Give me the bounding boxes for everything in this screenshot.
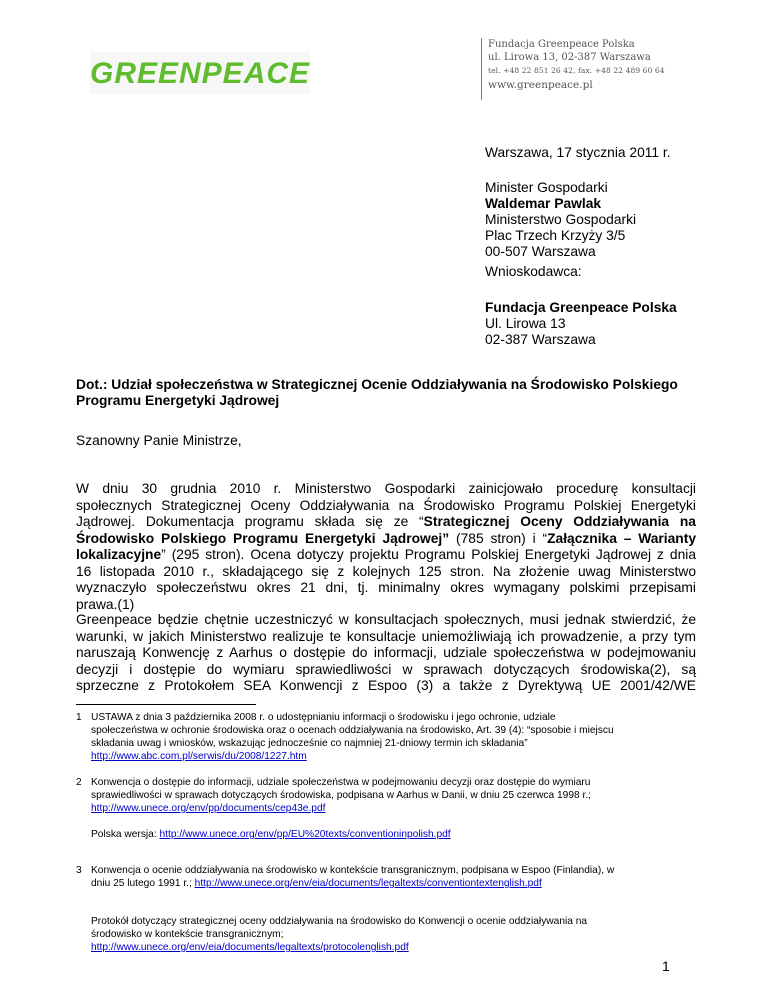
paragraph-line: warunki, w jakich Ministerstwo realizuje te konsultacje uniemożliwiają ich prowadzenie, a przy tym (76, 628, 696, 644)
body-paragraph-1 (76, 481, 696, 613)
paragraph-line: Greenpeace będzie chętnie uczestniczyć w konsultacjach społecznych, musi jednak stwierdzić, że (76, 612, 696, 627)
paragraph-line: lokalizacyjne” (295 stron). Ocena dotyczy projektu Programu Polskiej Energetyki Jądrowej z dnia (76, 547, 696, 562)
paragraph-line: sprzeczne z Protokołem SEA Konwencji z Espoo (3) a także z Dyrektywą UE 2001/42/WE (76, 678, 696, 693)
addressee-city: 00-507 Warszawa (485, 244, 596, 259)
subject-line: Programu Energetyki Jądrowej (76, 393, 280, 408)
body-paragraph-2 (76, 612, 696, 695)
org-phones: tel. +48 22 851 26 42, fax. +48 22 489 60 64 (488, 66, 665, 75)
applicant-label: Wnioskodawca: (485, 264, 582, 279)
footnote-3 (76, 864, 716, 890)
salutation: Szanowny Panie Ministrze, (76, 433, 242, 448)
paragraph-line: Środowisko Polskiego Programu Energetyki Jądrowej” (785 stron) i “Załącznika – Warianty (76, 530, 696, 546)
paragraph-line: prawa.(1) (76, 596, 135, 612)
letterhead-contact (481, 38, 665, 100)
footnote-line: środowisko w kontekście transgranicznym; (91, 929, 284, 940)
org-address: ul. Lirowa 13, 02-387 Warszawa (488, 52, 651, 63)
paragraph-line: 16 listopada 2010 r., składającego się z kolejnych 125 stron. Na złożenie uwag Ministerstwo (76, 563, 696, 579)
addressee-title: Minister Gospodarki (485, 180, 608, 195)
footnote-link[interactable]: http://www.abc.com.pl/serwis/du/2008/1227.htm (91, 751, 307, 762)
footnote-number: 3 (76, 865, 82, 876)
page-number: 1 (662, 958, 670, 974)
footnote-number: 1 (76, 712, 82, 723)
footnote-2-polish (76, 828, 716, 841)
letter-date: Warszawa, 17 stycznia 2011 r. (485, 145, 671, 160)
footnote-line: Konwencja o dostępie do informacji, udziale społeczeństwa w podejmowaniu decyzji oraz dostępie do wymiaru (91, 777, 591, 788)
addressee-block (485, 180, 636, 260)
footnote-3-protocol (76, 915, 716, 954)
footnote-line: społeczeństwa w ochronie środowiska oraz o ocenach oddziaływania na środowisko, Art. 39 (4): “sposobie i miejscu (91, 725, 614, 736)
greenpeace-logo (90, 52, 310, 94)
paragraph-line: wyznaczyło społeczeństwu okres 21 dni, tj. minimalny okres wymagany polskimi przepisami (76, 580, 696, 595)
addressee-street: Plac Trzech Krzyży 3/5 (485, 228, 626, 243)
footnote-link[interactable]: http://www.unece.org/env/eia/documents/legaltexts/conventiontextenglish.pdf (194, 878, 542, 889)
paragraph-line: społecznych Strategicznej Oceny Oddziaływania na Środowisko Programu Polskiej Energetyki (76, 497, 696, 513)
footnote-label: Polska wersja: (91, 829, 160, 840)
letter-subject (76, 377, 696, 409)
footnote-2 (76, 776, 716, 815)
logo-wordmark: GREENPEACE (90, 57, 310, 90)
footnote-1 (76, 711, 716, 763)
footnote-link[interactable]: http://www.unece.org/env/pp/documents/cep43e.pdf (91, 803, 326, 814)
footnote-line: USTAWA z dnia 3 października 2008 r. o udostępnianiu informacji o środowisku i jego ochronie, udziale (91, 712, 556, 723)
addressee-ministry: Ministerstwo Gospodarki (485, 212, 637, 227)
paragraph-line: naruszają Konwencję z Aarhus o dostępie do informacji, udziale społeczeństwa w podejmowaniu (76, 645, 696, 660)
addressee-name: Waldemar Pawlak (485, 196, 602, 211)
paragraph-line: decyzji i dostępie do wymiaru sprawiedliwości w sprawach dotyczących środowiska(2), są (76, 661, 696, 677)
footnote-line: Protokół dotyczący strategicznej oceny oddziaływania na środowisko do Konwencji o ocenie oddziaływania na (91, 916, 588, 927)
footnote-link[interactable]: http://www.unece.org/env/eia/documents/legaltexts/protocolenglish.pdf (91, 942, 409, 953)
footnote-line: sprawiedliwości w sprawach dotyczących środowiska, podpisana w Aarhus w Danii, w dniu 25 czerwca 1998 r.; (91, 790, 591, 801)
applicant-name: Fundacja Greenpeace Polska (485, 300, 677, 315)
applicant-block (485, 300, 677, 348)
footnote-number: 2 (76, 777, 82, 788)
applicant-street: Ul. Lirowa 13 (485, 316, 566, 331)
org-website: www.greenpeace.pl (488, 79, 593, 91)
footnote-separator (76, 704, 256, 705)
paragraph-line: Jądrowej. Dokumentacja programu składa się ze “Strategicznej Oceny Oddziaływania na (76, 514, 696, 529)
footnote-line: składania uwag i wniosków, wskazując jednocześnie co najmniej 21-dniowy termin ich składania” (91, 738, 528, 749)
org-name: Fundacja Greenpeace Polska (488, 39, 635, 50)
footnote-line: Konwencja o ocenie oddziaływania na środowisko w kontekście transgranicznym, podpisana w Espoo (Finlandia), w (91, 865, 615, 876)
applicant-city: 02-387 Warszawa (485, 332, 596, 347)
subject-line: Dot.: Udział społeczeństwa w Strategicznej Ocenie Oddziaływania na Środowisko Polskiego (76, 377, 678, 392)
footnote-link[interactable]: http://www.unece.org/env/pp/EU%20texts/conventioninpolish.pdf (159, 829, 451, 840)
footnote-line: dniu 25 lutego 1991 r.; (91, 878, 195, 889)
paragraph-line: W dniu 30 grudnia 2010 r. Ministerstwo Gospodarki zainicjowało procedurę konsultacji (76, 481, 696, 496)
